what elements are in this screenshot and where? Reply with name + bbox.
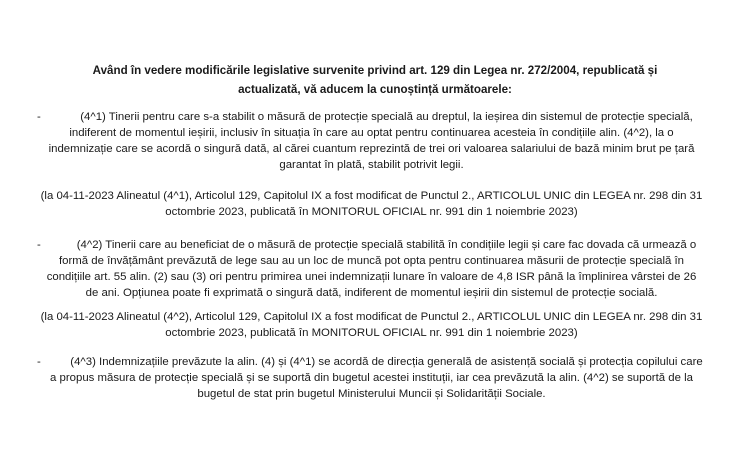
paragraph-body: (4^1) Tinerii pentru care s-a stabilit o măsură de protecție specială au dreptul, la ieșirea din sistemul de protecție specială, indiferent de momentul ieșirii, inclusiv în situația în care au optat pentru continuarea acesteia în condițiile alin. (4^2), la o indemnizație care se acordă o singură dată, al cărei cuantum reprezintă de trei ori valoarea salariului de bază minim brut pe țară garantat în plată, stabilit potrivit legii. (48, 111, 695, 171)
paragraph-lead (40, 356, 70, 368)
paragraph-lead (50, 111, 80, 123)
list-bullet: - (37, 239, 41, 251)
paragraph-text (40, 237, 703, 301)
document-title: Având în vedere modificările legislative survenite privind art. 129 din Legea nr. 272/2004, republicată și actualizată, vă aducem la cunoștință următoarele: (92, 64, 658, 96)
paragraph-text (40, 109, 703, 173)
paragraph-text (40, 354, 703, 402)
amendment-note: (la 04-11-2023 Alineatul (4^2), Articolul 129, Capitolul IX a fost modificat de Punctul 2., ARTICOLUL UNIC din LEGEA nr. 298 din 31 octombrie 2023, publicată în MONITORUL OFICIAL nr. 991 din 1 noiembrie 2023) (40, 311, 703, 339)
paragraph-lead (47, 239, 77, 251)
amendment-note: (la 04-11-2023 Alineatul (4^1), Articolul 129, Capitolul IX a fost modificat de Punctul 2., ARTICOLUL UNIC din LEGEA nr. 298 din 31 octombrie 2023, publicată în MONITORUL OFICIAL nr. 991 din 1 noiembrie 2023) (40, 190, 703, 218)
paragraph-body: (4^2) Tinerii care au beneficiat de o măsură de protecție specială stabilită în condițiile legii și care fac dovada că urmează o formă de învățământ prevăzută de lege sau au un loc de muncă pot opta pentru continuarea măsurii de protecție specială în condițiile art. 55 alin. (2) sau (3) ori pentru primirea unei indemnizații lunare în valoare de 4,8 ISR până la împlinirea vârstei de 26 de ani. Opțiunea poate fi exprimată o singură dată, indiferent de momentul ieșirii din sistemul de protecție socială. (46, 239, 697, 299)
list-bullet: - (37, 356, 41, 368)
paragraph-body: (4^3) Indemnizațiile prevăzute la alin. (4) și (4^1) se acordă de direcția generală de asistență socială și protecția copilului care a propus măsura de protecție specială și se suportă din bugetul acestei instituții, iar cea prevăzută la alin. (4^2) se suportă de la bugetul de stat prin bugetul Ministerului Muncii și Solidarității Sociale. (50, 356, 703, 400)
list-bullet: - (37, 111, 41, 123)
